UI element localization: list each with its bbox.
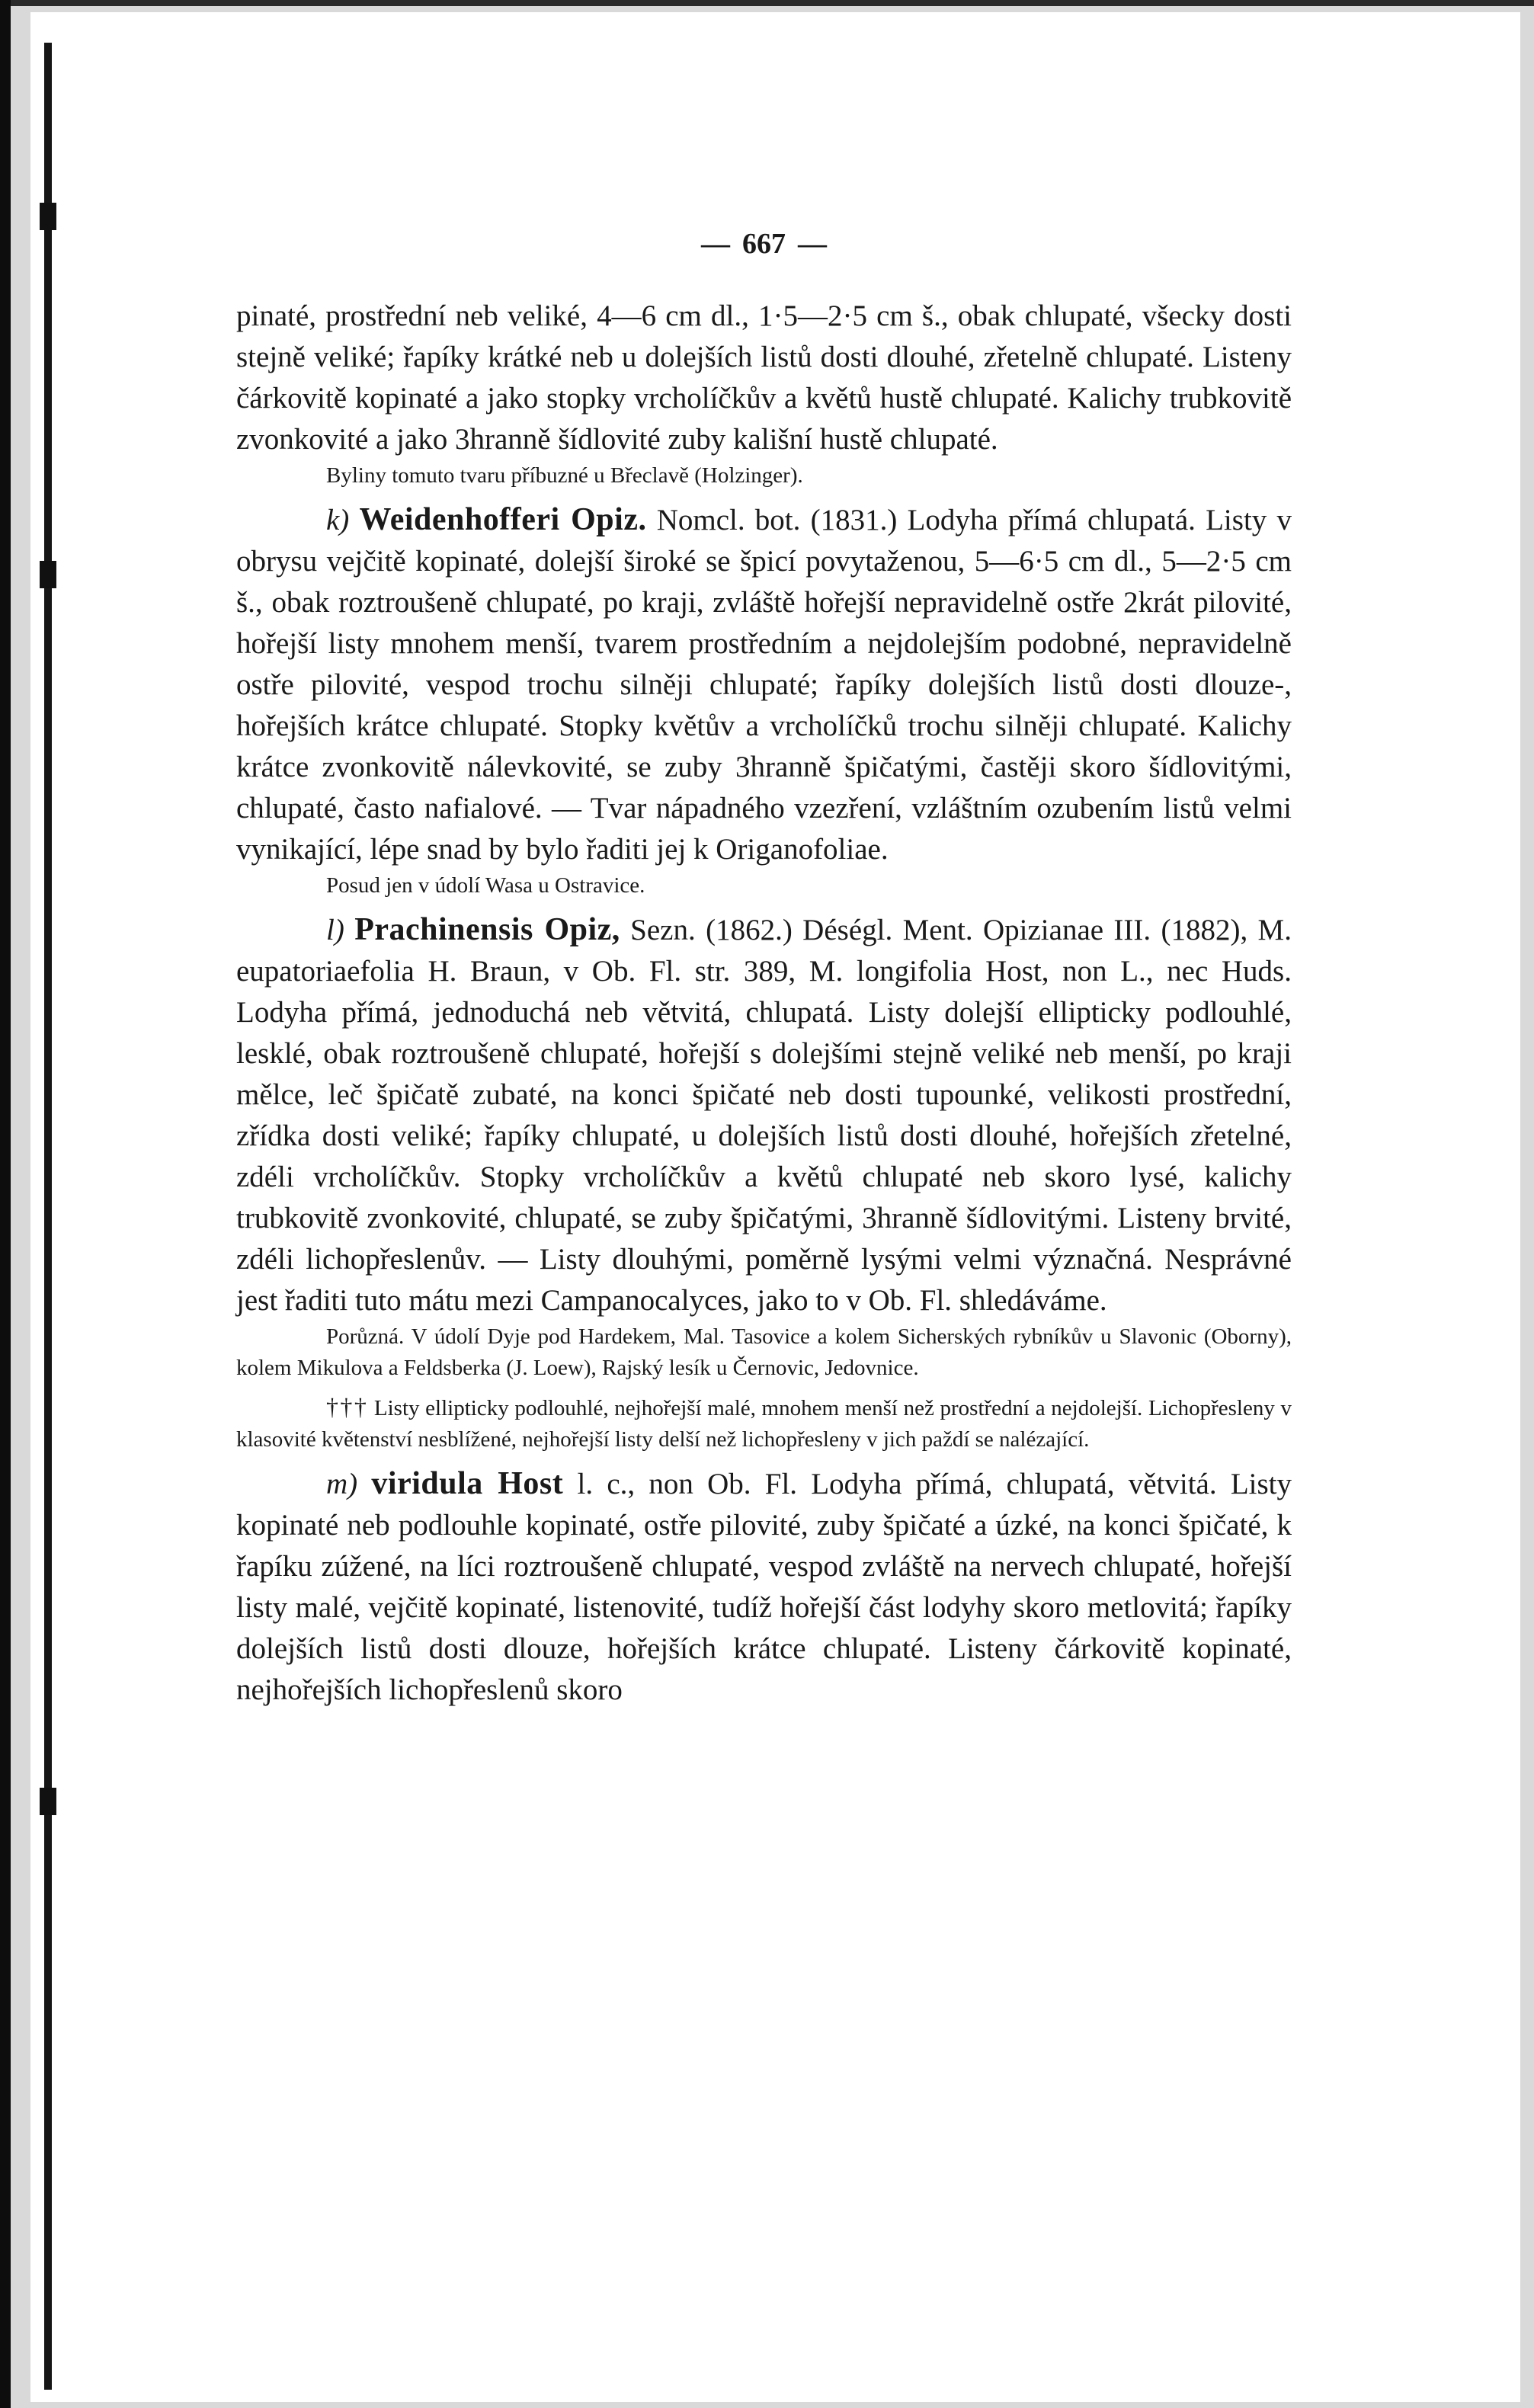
entry-label: k)	[326, 504, 350, 536]
species-name: viridula Host	[371, 1466, 564, 1501]
species-entry-l	[236, 909, 1292, 1321]
page-number-dash-right: —	[798, 228, 827, 260]
book-binding-edge	[44, 43, 52, 2390]
species-description: Nomcl. bot. (1831.) Lodyha přímá chlupatá. Listy v obrysu vejčitě kopinaté, dolejší široké se špicí povytaženou, 5—6·5 cm dl., 5—2·5 cm š., obak roztroušeně chlupaté, po kraji, zvláště hořejší nepravidelně ostře 2krát pilovité, hořejší listy mnohem menší, tvarem prostředním a nejdolejším podobné, nepravidelně ostře pilovité, vespod trochu silněji chlupaté; řapíky dolejších listů dosti dlouze-, hořejších krátce chlupaté. Stopky květův a vrcholíčků trochu silněji chlupaté. Kalichy krátce zvonkovitě nálevkovité, se zuby 3hranně špičatými, častěji skoro šídlovitými, chlupaté, často nafialové. — Tvar nápadného vzezření, vzláštním ozubením listů velmi vynikající, lépe snad by bylo řaditi jej k Origanofoliae.	[236, 504, 1292, 866]
page-number: 667	[742, 228, 786, 260]
page-number-header	[236, 221, 1292, 267]
binding-mark	[40, 561, 56, 588]
species-entry-k	[236, 499, 1292, 870]
species-name: Weidenhofferi Opiz.	[359, 502, 647, 537]
entry-label: l)	[326, 914, 344, 946]
scan-top-edge	[0, 0, 1534, 6]
locality-note: Byliny tomuto tvaru příbuzné u Břeclavě (Holzinger).	[326, 463, 803, 488]
group-key-text: Listy ellipticky podlouhlé, nejhořejší malé, mnohem menší než prostřední a nejdolejší. Lichopřesleny v klasovité květenství nesblížené, nejhořejší listy delší než lichopřesleny v jich paždí se nalézající.	[236, 1396, 1292, 1452]
locality-note: Porůzná. V údolí Dyje pod Hardekem, Mal. Tasovice a kolem Sicherských rybníkův u Slavonic (Oborny), kolem Mikulova a Feldsberka (J. Loew), Rajský lesík u Černovic, Jedovnice.	[236, 1324, 1292, 1380]
paragraph-continuation: pinaté, prostřední neb veliké, 4—6 cm dl., 1·5—2·5 cm š., obak chlupaté, všecky dosti stejně veliké; řapíky krátké neb u dolejších listů dosti dlouhé, zřetelně chlupaté. Listeny čárkovitě kopinaté a jako stopky vrcholíčkův a květů hustě chlupaté. Kalichy trubkovitě zvonkovité a jako 3hranně šídlovité zuby kališní hustě chlupaté.	[236, 299, 1292, 456]
page-number-dash-left: —	[701, 228, 730, 260]
page-content	[236, 221, 1292, 2126]
locality-note: Posud jen v údolí Wasa u Ostravice.	[326, 873, 645, 898]
species-entry-m	[236, 1463, 1292, 1711]
binding-mark	[40, 1788, 56, 1815]
group-key-note	[236, 1391, 1292, 1455]
dagger-marks: †††	[326, 1393, 369, 1420]
species-description: l. c., non Ob. Fl. Lodyha přímá, chlupatá, větvitá. Listy kopinaté neb podlouhle kopinaté, ostře pilovité, zuby špičaté a úzké, na konci špičaté, k řapíku zúžené, na líci roztroušeně chlupaté, vespod zvláště na nervech chlupaté, hořejší listy malé, vejčitě kopinaté, listenovité, tudíž hořejší část lodyhy skoro metlovitá; řapíky dolejších listů dosti dlouze, hořejších krátce chlupaté. Listeny čárkovitě kopinaté, nejhořejších lichopřeslenů skoro	[236, 1468, 1292, 1706]
binding-mark	[40, 203, 56, 230]
species-name: Prachinensis Opiz,	[354, 912, 620, 947]
species-description: Sezn. (1862.) Déségl. Ment. Opizianae III. (1882), M. eupatoriaefolia H. Braun, v Ob. Fl. str. 389, M. longifolia Host, non L., nec Huds. Lodyha přímá, jednoduchá neb větvitá, chlupatá. Listy dolejší ellipticky podlouhlé, lesklé, obak roztroušeně chlupaté, hořejší s dolejšími stejně veliké neb menší, po kraji mělce, leč špičatě zubaté, na konci špičaté neb dosti tupounké, velikosti prostřední, zřídka dosti veliké; řapíky chlupaté, u dolejších listů dosti dlouhé, hořejších zřetelné, zdéli vrcholíčkův. Stopky vrcholíčkův a květů chlupaté neb skoro lysé, kalichy trubkovitě zvonkovité, chlupaté, se zuby špičatými, 3hranně šídlovitými. Listeny brvité, zdéli lichopřeslenův. — Listy dlouhými, poměrně lysými velmi význačná. Nesprávné jest řaditi tuto mátu mezi Campanocalyces, jako to v Ob. Fl. shledáváme.	[236, 914, 1292, 1317]
entry-label: m)	[326, 1468, 358, 1500]
scan-left-edge	[0, 0, 11, 2408]
